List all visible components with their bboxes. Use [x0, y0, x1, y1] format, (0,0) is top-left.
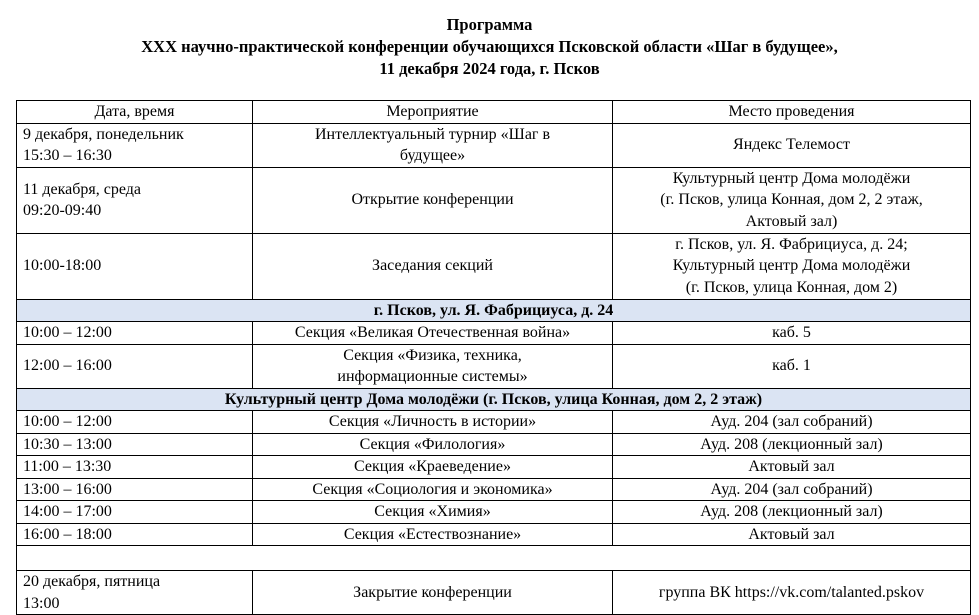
time-cell: 11:00 – 13:30	[17, 456, 253, 479]
event-cell: Закрытие конференции	[253, 571, 613, 615]
place-line: (г. Псков, улица Конная, дом 2, 2 этаж,	[660, 191, 923, 209]
time-cell: 10:00 – 12:00	[17, 322, 253, 345]
time-cell: 12:00 – 16:00	[17, 344, 253, 388]
time-line: 09:20-09:40	[23, 202, 102, 219]
table-row	[17, 167, 971, 233]
event-line: Заседания секций	[372, 257, 493, 275]
document-title	[0, 14, 979, 80]
place-line: г. Псков, ул. Я. Фабрициуса, д. 24;	[675, 235, 908, 253]
table-row	[17, 501, 971, 524]
time-cell: 16:00 – 18:00	[17, 523, 253, 546]
time-line: 13:00	[23, 594, 60, 612]
vk-group-link[interactable]: группа ВК https://vk.com/talanted.pskov	[613, 571, 971, 615]
time-cell: 14:00 – 17:00	[17, 501, 253, 524]
place-cell	[613, 123, 971, 167]
place-cell: Ауд. 208 (лекционный зал)	[613, 433, 971, 456]
section-header-row	[17, 299, 971, 322]
event-cell: Секция «Личность в истории»	[253, 411, 613, 434]
empty-row	[17, 546, 971, 571]
column-header-event: Мероприятие	[253, 101, 613, 124]
time-cell	[17, 233, 253, 299]
time-cell: 10:00 – 12:00	[17, 411, 253, 434]
place-line: (г. Псков, улица Конная, дом 2)	[685, 278, 898, 296]
place-cell	[613, 167, 971, 233]
table-row	[17, 411, 971, 434]
table-row	[17, 344, 971, 388]
event-cell	[253, 344, 613, 388]
time-cell: 10:30 – 13:00	[17, 433, 253, 456]
event-line: будущее»	[399, 147, 466, 164]
date-line: 11 декабря, среда	[23, 180, 142, 198]
table-header-row	[17, 101, 971, 124]
event-line: Открытие конференции	[351, 191, 514, 209]
section-header-youth-center: Культурный центр Дома молодёжи (г. Псков, улица Конная, дом 2, 2 этаж)	[17, 388, 971, 411]
place-cell: каб. 5	[613, 322, 971, 345]
column-header-date: Дата, время	[17, 101, 253, 124]
event-line: Секция «Великая Отечественная война»	[294, 324, 571, 341]
event-cell	[253, 233, 613, 299]
place-cell: Актовый зал	[613, 523, 971, 546]
place-line: Культурный центр Дома молодёжи	[672, 257, 911, 275]
place-cell: Ауд. 204 (зал собраний)	[613, 411, 971, 434]
table-row	[17, 523, 971, 546]
place-cell	[613, 233, 971, 299]
event-line: Секция «Физика, техника,	[343, 346, 522, 364]
date-cell	[17, 571, 253, 615]
date-cell	[17, 123, 253, 167]
event-cell: Секция «Химия»	[253, 501, 613, 524]
section-header-fabritsiusa: г. Псков, ул. Я. Фабрициуса, д. 24	[17, 299, 971, 322]
table-row	[17, 322, 971, 345]
column-header-place: Место проведения	[613, 101, 971, 124]
table-row	[17, 478, 971, 501]
table-row	[17, 233, 971, 299]
empty-cell	[17, 546, 971, 571]
title-line-3: 11 декабря 2024 года, г. Псков	[379, 59, 600, 78]
time-cell: 13:00 – 16:00	[17, 478, 253, 501]
table-row	[17, 123, 971, 167]
event-cell	[253, 123, 613, 167]
time-line: 15:30 – 16:30	[23, 147, 112, 164]
date-line: 9 декабря, понедельник	[23, 125, 184, 143]
place-line: Культурный центр Дома молодёжи	[672, 169, 911, 187]
event-cell: Секция «Краеведение»	[253, 456, 613, 479]
program-table	[16, 100, 971, 615]
table-row	[17, 433, 971, 456]
place-cell: Актовый зал	[613, 456, 971, 479]
place-line: Яндекс Телемост	[733, 136, 850, 154]
event-line: Интеллектуальный турнир «Шаг в	[314, 125, 551, 143]
event-cell	[253, 322, 613, 345]
event-cell: Секция «Социология и экономика»	[253, 478, 613, 501]
event-cell: Секция «Филология»	[253, 433, 613, 456]
place-cell: Ауд. 204 (зал собраний)	[613, 478, 971, 501]
table-row	[17, 571, 971, 615]
place-line: Актовый зал)	[745, 212, 838, 230]
event-cell: Секция «Естествознание»	[253, 523, 613, 546]
time-line: 10:00-18:00	[23, 257, 102, 275]
place-cell: Ауд. 208 (лекционный зал)	[613, 501, 971, 524]
event-cell	[253, 167, 613, 233]
table-row	[17, 456, 971, 479]
section-header-row	[17, 388, 971, 411]
date-cell	[17, 167, 253, 233]
event-line: информационные системы»	[337, 368, 528, 385]
place-cell: каб. 1	[613, 344, 971, 388]
title-line-1: Программа	[446, 15, 533, 34]
title-line-2: XXX научно-практической конференции обучающихся Псковской области «Шаг в будущее»,	[141, 37, 838, 56]
date-line: 20 декабря, пятница	[23, 573, 161, 590]
